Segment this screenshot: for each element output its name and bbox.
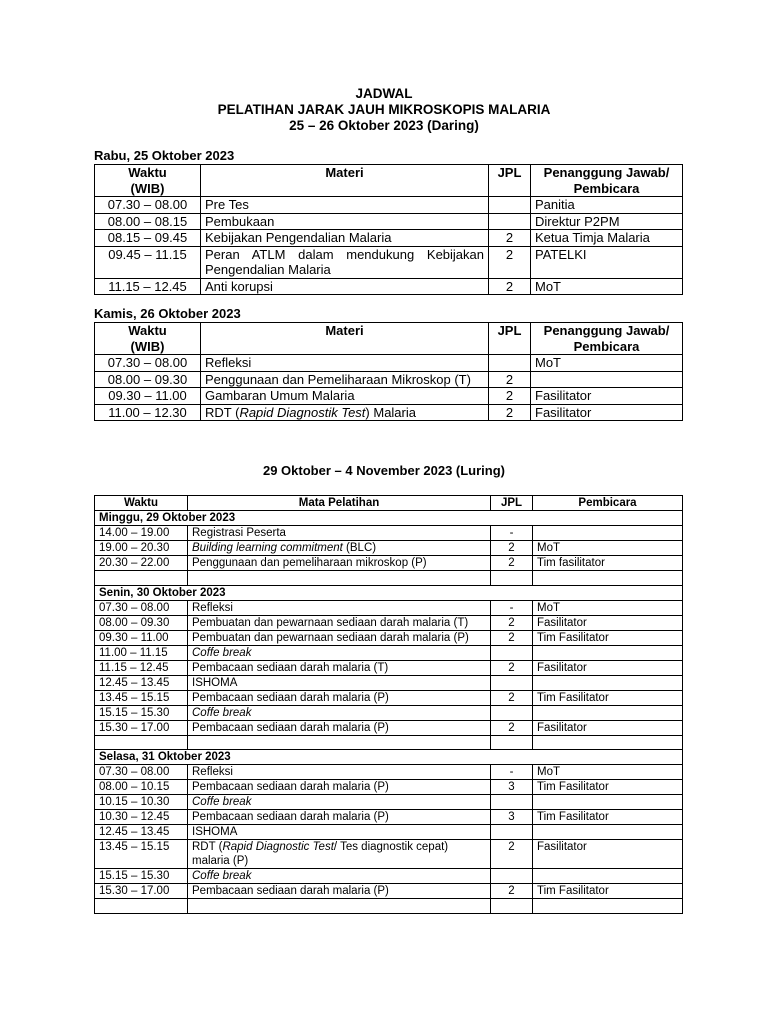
day-selasa-title: Selasa, 31 Oktober 2023: [95, 750, 683, 765]
cell-time: 12.45 – 13.45: [95, 675, 188, 690]
cell-mata: Pembacaan sediaan darah malaria (P): [188, 884, 491, 899]
cell-jpl: 2: [491, 840, 533, 869]
cell-jpl: [489, 355, 531, 372]
title-line-3: 25 – 26 Oktober 2023 (Daring): [289, 118, 479, 133]
cell-jpl: [491, 825, 533, 840]
table-row: [95, 278, 683, 295]
cell-pj: PATELKI: [531, 246, 683, 278]
col-waktu: Waktu (WIB): [95, 323, 201, 355]
document-title: [0, 86, 768, 134]
table-row: [95, 355, 683, 372]
cell-mata: Pembuatan dan pewarnaan sediaan darah malaria (T): [188, 615, 491, 630]
cell-time: 15.15 – 15.30: [95, 869, 188, 884]
cell-jpl: 2: [489, 404, 531, 421]
table-row: [95, 600, 683, 615]
cell-jpl: [491, 675, 533, 690]
luring-title: 29 Oktober – 4 November 2023 (Luring): [262, 463, 506, 478]
title-line-1: JADWAL: [355, 86, 413, 101]
col-jpl: JPL: [489, 165, 531, 197]
cell-time: 09.30 – 11.00: [95, 388, 201, 405]
cell-time: 13.45 – 15.15: [95, 840, 188, 869]
day-row: [95, 750, 683, 765]
table-row: [95, 541, 683, 556]
day-minggu-title: Minggu, 29 Oktober 2023: [95, 511, 683, 526]
cell-jpl: 2: [491, 720, 533, 735]
cell-jpl: 2: [489, 371, 531, 388]
table-row: [95, 884, 683, 899]
col-waktu: Waktu: [95, 496, 188, 511]
table-row: [95, 630, 683, 645]
cell-time: 20.30 – 22.00: [95, 556, 188, 571]
day1-title: Rabu, 25 Oktober 2023: [94, 148, 235, 163]
cell-time: 09.45 – 11.15: [95, 246, 201, 278]
cell-materi: Peran ATLM dalam mendukung Kebijakan Pengendalian Malaria: [201, 246, 489, 278]
cell-time: 19.00 – 20.30: [95, 541, 188, 556]
cell-mata: RDT (Rapid Diagnostic Test/ Tes diagnostik cepat) malaria (P): [188, 840, 491, 869]
cell-jpl: 2: [489, 230, 531, 247]
cell-mata: Pembacaan sediaan darah malaria (T): [188, 660, 491, 675]
cell-pj: [531, 371, 683, 388]
cell-pj: Direktur P2PM: [531, 213, 683, 230]
cell-jpl: 2: [489, 388, 531, 405]
cell-time: 15.30 – 17.00: [95, 720, 188, 735]
cell-jpl: [491, 645, 533, 660]
col-pembicara: Pembicara: [533, 496, 683, 511]
cell-materi: RDT (Rapid Diagnostik Test) Malaria: [201, 404, 489, 421]
cell-pj: MoT: [531, 278, 683, 295]
cell-time: 08.00 – 09.30: [95, 615, 188, 630]
cell-time: 15.30 – 17.00: [95, 884, 188, 899]
cell-materi: Anti korupsi: [201, 278, 489, 295]
table-row: [95, 556, 683, 571]
table-row: [95, 246, 683, 278]
table-row: [95, 825, 683, 840]
col-waktu: Waktu (WIB): [95, 165, 201, 197]
cell-pj: Fasilitator: [531, 388, 683, 405]
table-row: [95, 615, 683, 630]
table-row: [95, 840, 683, 869]
cell-time: 07.30 – 08.00: [95, 355, 201, 372]
blank-row: [95, 899, 683, 914]
cell-mata: Pembacaan sediaan darah malaria (P): [188, 780, 491, 795]
cell-materi: Gambaran Umum Malaria: [201, 388, 489, 405]
table-row: [95, 869, 683, 884]
cell-jpl: [491, 869, 533, 884]
cell-jpl: -: [491, 765, 533, 780]
day-row: [95, 511, 683, 526]
cell-pembicara: [533, 526, 683, 541]
cell-pembicara: Fasilitator: [533, 615, 683, 630]
table-row: [95, 526, 683, 541]
cell-mata: Pembacaan sediaan darah malaria (P): [188, 690, 491, 705]
table-row: [95, 690, 683, 705]
cell-time: 09.30 – 11.00: [95, 630, 188, 645]
cell-jpl: 3: [491, 810, 533, 825]
cell-pembicara: Tim Fasilitator: [533, 884, 683, 899]
cell-pj: Fasilitator: [531, 404, 683, 421]
table-row: [95, 720, 683, 735]
cell-jpl: [489, 197, 531, 214]
cell-time: 08.15 – 09.45: [95, 230, 201, 247]
cell-pembicara: Tim Fasilitator: [533, 630, 683, 645]
table-row: [95, 371, 683, 388]
cell-pembicara: MoT: [533, 765, 683, 780]
cell-pembicara: Tim Fasilitator: [533, 810, 683, 825]
table-row: [95, 388, 683, 405]
col-mata-pelatihan: Mata Pelatihan: [188, 496, 491, 511]
cell-materi: Pre Tes: [201, 197, 489, 214]
cell-jpl: [489, 213, 531, 230]
cell-mata: Pembacaan sediaan darah malaria (P): [188, 810, 491, 825]
table-row: [95, 795, 683, 810]
cell-pembicara: [533, 795, 683, 810]
cell-pj: Panitia: [531, 197, 683, 214]
cell-materi: Refleksi: [201, 355, 489, 372]
table-header-row: [95, 496, 683, 511]
cell-pembicara: Tim Fasilitator: [533, 780, 683, 795]
cell-time: 15.15 – 15.30: [95, 705, 188, 720]
col-penanggung-jawab: Penanggung Jawab/ Pembicara: [531, 323, 683, 355]
cell-time: 08.00 – 09.30: [95, 371, 201, 388]
col-materi: Materi: [201, 323, 489, 355]
day1-schedule-table: [94, 164, 683, 295]
cell-time: 10.30 – 12.45: [95, 810, 188, 825]
col-jpl: JPL: [491, 496, 533, 511]
cell-jpl: 3: [491, 780, 533, 795]
cell-mata: Registrasi Peserta: [188, 526, 491, 541]
table-row: [95, 230, 683, 247]
col-penanggung-jawab: Penanggung Jawab/ Pembicara: [531, 165, 683, 197]
day-row: [95, 585, 683, 600]
cell-time: 11.00 – 12.30: [95, 404, 201, 421]
cell-jpl: 2: [491, 541, 533, 556]
cell-mata: Penggunaan dan pemeliharaan mikroskop (P): [188, 556, 491, 571]
day2-title: Kamis, 26 Oktober 2023: [94, 306, 241, 321]
cell-time: 11.15 – 12.45: [95, 278, 201, 295]
blank-row: [95, 735, 683, 750]
cell-mata: Coffe break: [188, 645, 491, 660]
cell-jpl: 2: [491, 615, 533, 630]
cell-mata: ISHOMA: [188, 825, 491, 840]
cell-jpl: 2: [489, 246, 531, 278]
cell-mata: Coffe break: [188, 795, 491, 810]
table-header-row: [95, 165, 683, 197]
table-row: [95, 810, 683, 825]
cell-pembicara: Tim Fasilitator: [533, 690, 683, 705]
cell-pembicara: Fasilitator: [533, 720, 683, 735]
table-row: [95, 780, 683, 795]
table-header-row: [95, 323, 683, 355]
cell-time: 11.15 – 12.45: [95, 660, 188, 675]
table-row: [95, 645, 683, 660]
cell-time: 07.30 – 08.00: [95, 600, 188, 615]
cell-mata: ISHOMA: [188, 675, 491, 690]
day-senin-title: Senin, 30 Oktober 2023: [95, 585, 683, 600]
cell-mata: Coffe break: [188, 869, 491, 884]
cell-jpl: -: [491, 600, 533, 615]
table-row: [95, 197, 683, 214]
cell-mata: Building learning commitment (BLC): [188, 541, 491, 556]
cell-time: 11.00 – 11.15: [95, 645, 188, 660]
cell-pembicara: Fasilitator: [533, 660, 683, 675]
cell-materi: Penggunaan dan Pemeliharaan Mikroskop (T): [201, 371, 489, 388]
cell-pembicara: [533, 675, 683, 690]
cell-time: 13.45 – 15.15: [95, 690, 188, 705]
cell-pembicara: [533, 825, 683, 840]
cell-pembicara: MoT: [533, 600, 683, 615]
cell-materi: Kebijakan Pengendalian Malaria: [201, 230, 489, 247]
cell-pembicara: [533, 869, 683, 884]
cell-time: 08.00 – 08.15: [95, 213, 201, 230]
table-row: [95, 705, 683, 720]
luring-schedule-table: [94, 495, 683, 914]
col-materi: Materi: [201, 165, 489, 197]
day2-schedule-table: [94, 322, 683, 421]
cell-time: 12.45 – 13.45: [95, 825, 188, 840]
cell-pembicara: [533, 705, 683, 720]
cell-jpl: [491, 705, 533, 720]
cell-pembicara: MoT: [533, 541, 683, 556]
cell-jpl: 2: [491, 630, 533, 645]
cell-jpl: -: [491, 526, 533, 541]
cell-pj: Ketua Timja Malaria: [531, 230, 683, 247]
table-row: [95, 675, 683, 690]
title-line-2: PELATIHAN JARAK JAUH MIKROSKOPIS MALARIA: [217, 102, 551, 117]
col-jpl: JPL: [489, 323, 531, 355]
cell-mata: Refleksi: [188, 600, 491, 615]
cell-time: 10.15 – 10.30: [95, 795, 188, 810]
blank-row: [95, 571, 683, 586]
cell-pembicara: Fasilitator: [533, 840, 683, 869]
table-row: [95, 660, 683, 675]
cell-time: 08.00 – 10.15: [95, 780, 188, 795]
cell-jpl: 2: [491, 690, 533, 705]
cell-jpl: 2: [491, 660, 533, 675]
cell-jpl: [491, 795, 533, 810]
cell-time: 14.00 – 19.00: [95, 526, 188, 541]
cell-materi: Pembukaan: [201, 213, 489, 230]
table-row: [95, 404, 683, 421]
cell-jpl: 2: [491, 884, 533, 899]
cell-mata: Pembuatan dan pewarnaan sediaan darah malaria (P): [188, 630, 491, 645]
table-row: [95, 213, 683, 230]
cell-mata: Pembacaan sediaan darah malaria (P): [188, 720, 491, 735]
table-row: [95, 765, 683, 780]
cell-mata: Coffe break: [188, 705, 491, 720]
cell-jpl: 2: [489, 278, 531, 295]
cell-pembicara: Tim fasilitator: [533, 556, 683, 571]
cell-jpl: 2: [491, 556, 533, 571]
cell-pembicara: [533, 645, 683, 660]
cell-time: 07.30 – 08.00: [95, 765, 188, 780]
cell-time: 07.30 – 08.00: [95, 197, 201, 214]
cell-pj: MoT: [531, 355, 683, 372]
cell-mata: Refleksi: [188, 765, 491, 780]
